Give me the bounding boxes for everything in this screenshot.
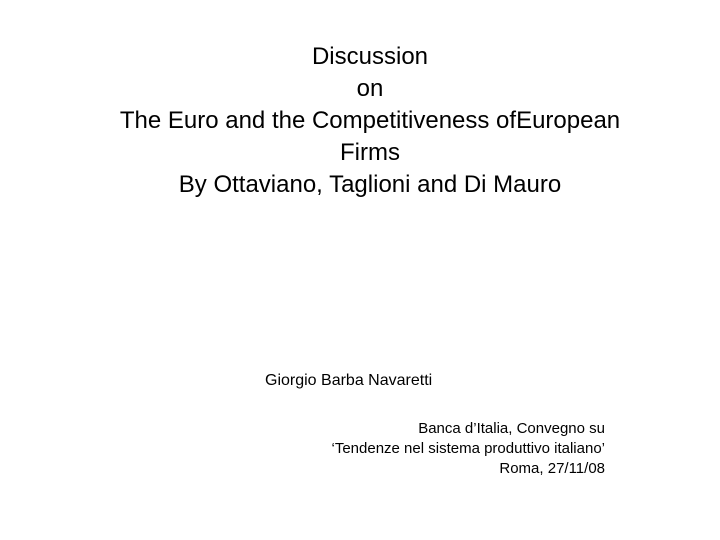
title-line-authors: By Ottaviano, Taglioni and Di Mauro <box>178 171 562 198</box>
title-line-on: on <box>356 75 384 102</box>
title-line-firms: Firms <box>340 139 400 166</box>
venue-line-conference: ‘Tendenze nel sistema produttivo italiano’ <box>331 440 605 457</box>
presenter-name: Giorgio Barba Navaretti <box>265 372 433 389</box>
title-line-topic: The Euro and the Competitiveness ofEuropean <box>119 107 621 134</box>
title-line-discussion: Discussion <box>311 43 429 70</box>
venue-block <box>332 419 606 479</box>
venue-line-place-date: Roma, 27/11/08 <box>499 460 605 477</box>
venue-line-institution: Banca d’Italia, Convegno su <box>418 420 605 437</box>
title-block <box>0 41 720 201</box>
